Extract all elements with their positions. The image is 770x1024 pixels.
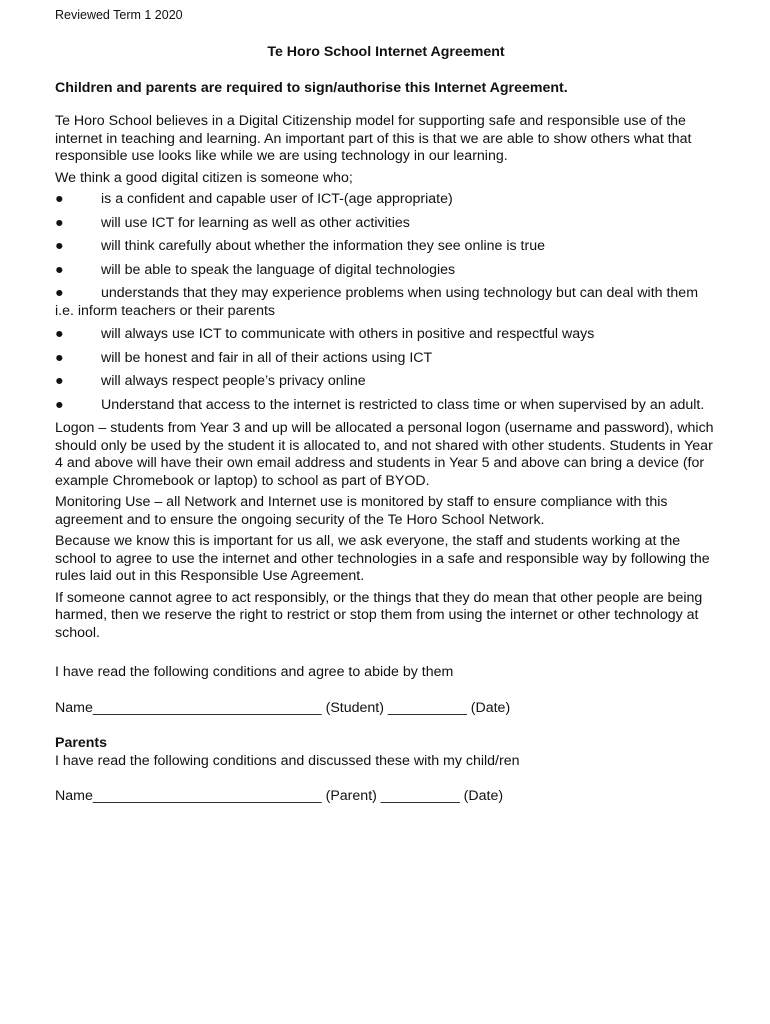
bullet-icon: ● [55,261,64,278]
document-body [55,44,717,806]
parent-signature-line[interactable]: Name_____________________________ (Parent) __________ (Date) [55,788,504,804]
paragraph-digital-citizenship: Te Horo School believes in a Digital Citizenship model for supporting safe and responsible use of the internet in teaching and learning. An important part of this is that we are able to show others what that responsible use looks like while we are using technology in our learning. [55,113,692,164]
list-item: ● Understand that access to the internet is restricted to class time or when supervised by an adult. [55,396,705,413]
bullet-icon: ● [55,349,64,366]
document-title: Te Horo School Internet Agreement [267,44,505,60]
list-item: ● will think carefully about whether the information they see online is true [55,238,545,254]
paragraph-logon: Logon – students from Year 3 and up will be allocated a personal logon (username and password), which should only be used by the student it is allocated to, and not shared with other students. Students in Year 4 and above will have their own email address and students in Year 5 and above can bring a device (for example Chromebook or laptop) to school as part of BYOD. [55,420,714,489]
list-item: ● will be able to speak the language of digital technologies [55,261,456,278]
bullet-icon: ● [55,238,64,254]
paragraph-because: Because we know this is important for us all, we ask everyone, the staff and students working at the school to agree to use the internet and other technologies in a safe and responsible way by following the rules laid out in this Responsible Use Agreement. [55,533,710,584]
student-agreement: I have read the following conditions and agree to abide by them [55,664,454,680]
list-item: ● will always respect people’s privacy online [55,373,366,389]
bullet-icon: ● [55,326,64,342]
student-signature-line[interactable]: Name_____________________________ (Student) __________ (Date) [55,699,511,716]
parents-heading: Parents [55,735,108,751]
parent-agreement: I have read the following conditions and discussed these with my child/ren [55,752,520,769]
list-item: ● understands that they may experience problems when using technology but can deal with them i.e. inform teachers or their parents [55,285,699,319]
list-item: ● will always use ICT to communicate with others in positive and respectful ways [55,326,595,342]
list-item: ● will use ICT for learning as well as other activities [55,214,410,231]
reviewed-note: Reviewed Term 1 2020 [55,8,183,22]
list-item: ● will be honest and fair in all of their actions using ICT [55,349,433,366]
bullet-icon: ● [55,396,64,413]
bullet-icon: ● [55,214,64,231]
citizen-list [55,191,717,414]
list-item: ● is a confident and capable user of ICT-(age appropriate) [55,191,453,207]
intro-statement: Children and parents are required to sign/authorise this Internet Agreement. [55,79,568,96]
bullet-icon: ● [55,191,64,207]
bullet-icon: ● [55,373,64,389]
paragraph-restrict: If someone cannot agree to act responsibly, or the things that they do mean that other people are being harmed, then we reserve the right to restrict or stop them from using the internet or other technology at school. [55,589,703,641]
bullet-icon: ● [55,285,64,301]
paragraph-monitoring: Monitoring Use – all Network and Internet use is monitored by staff to ensure compliance with this agreement and to ensure the ongoing security of the Te Horo School Network. [55,494,668,528]
list-lead: We think a good digital citizen is someone who; [55,169,353,186]
